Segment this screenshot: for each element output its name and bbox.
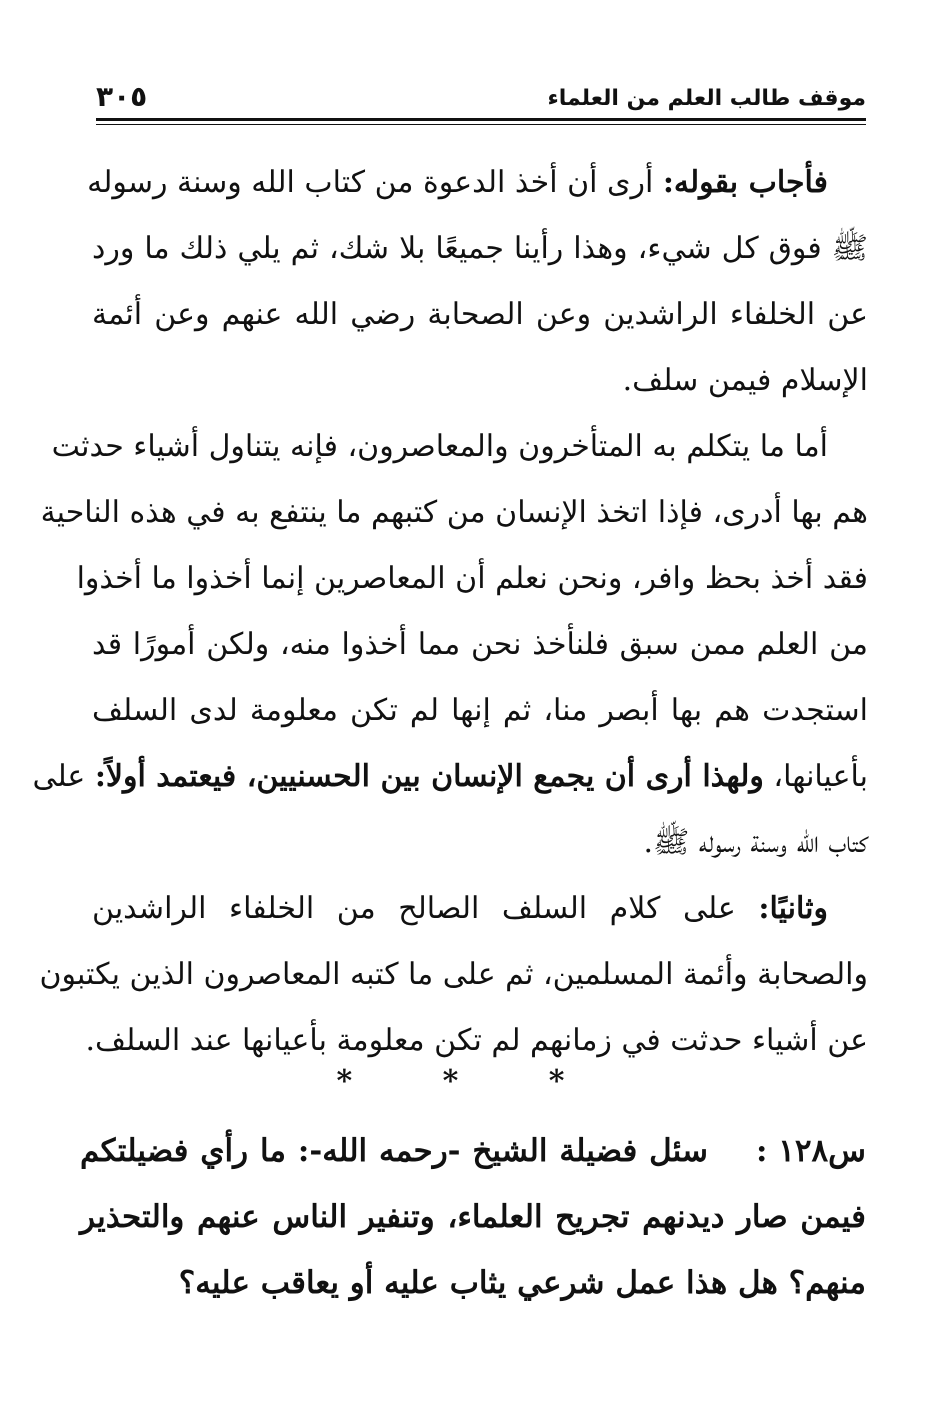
paragraph-1-line-1 <box>87 150 868 216</box>
paragraph-2-line-5: استجدت هم بها أبصر منا، ثم إنها لم تكن معلومة لدى السلف <box>92 693 868 728</box>
page-number: ٣٠٥ <box>96 80 148 113</box>
secondly-lead: وثانيًا: <box>758 891 828 926</box>
paragraph-2-line-6-pre: بأعيانها، <box>763 759 868 794</box>
answer-lead: فأجاب بقوله: <box>662 165 828 200</box>
section-separator: * * * <box>336 1064 605 1099</box>
running-title: موقف طالب العلم من العلماء <box>547 86 866 111</box>
question-line-2: فيمن صار ديدنهم تجريح العلماء، وتنفير الناس عنهم والتحذير <box>80 1199 866 1235</box>
question-line-1-text: سئل فضيلة الشيخ -رحمه الله-: ما رأي فضيلتكم <box>80 1133 708 1169</box>
paragraph-2-line-3: فقد أخذ بحظ وافر، ونحن نعلم أن المعاصرين إنما أخذوا ما أخذوا <box>76 561 868 596</box>
question-number: س١٢٨ : <box>755 1133 866 1169</box>
paragraph-2-line-6-bold: ولهذا أرى أن يجمع الإنسان بين الحسنيين، فيعتمد أولاً: <box>94 759 764 794</box>
paragraph-2-line-2: هم بها أدرى، فإذا اتخذ الإنسان من كتبهم ما ينتفع به في هذه الناحية <box>40 495 868 530</box>
paragraph-2-line-4: من العلم ممن سبق فلنأخذ نحن مما أخذوا منه، ولكن أمورًا قد <box>92 627 868 662</box>
paragraph-3-line-2: والصحابة وأئمة المسلمين، ثم على ما كتبه المعاصرون الذين يكتبون <box>39 957 868 992</box>
header-rule <box>96 118 866 121</box>
paragraph-2-line-7: كتاب الله وسنة رسوله ﷺ. <box>643 825 868 860</box>
paragraph-1-line-1-text: أرى أن أخذ الدعوة من كتاب الله وسنة رسوله <box>87 165 663 200</box>
question-line-1 <box>80 1118 866 1184</box>
paragraph-1-line-3: عن الخلفاء الراشدين وعن الصحابة رضي الله عنهم وعن أئمة <box>92 297 868 332</box>
question-block <box>80 1118 866 1316</box>
question-line-3: منهم؟ هل هذا عمل شرعي يثاب عليه أو يعاقب عليه؟ <box>178 1265 866 1301</box>
paragraph-2-line-1: أما ما يتكلم به المتأخرون والمعاصرون، فإنه يتناول أشياء حدثت <box>51 429 828 464</box>
paragraph-2-line-6 <box>32 744 868 810</box>
page-header <box>96 80 866 120</box>
paragraph-1-line-4: الإسلام فيمن سلف. <box>622 363 868 398</box>
header-rule-thin <box>96 124 866 125</box>
paragraph-3-line-3: عن أشياء حدثت في زمانهم لم تكن معلومة بأعيانها عند السلف. <box>85 1023 868 1058</box>
paragraph-2-line-6-post: على <box>32 759 95 794</box>
paragraph-1-line-2: ﷺ فوق كل شيء، وهذا رأينا جميعًا بلا شك، ثم يلي ذلك ما ورد <box>92 231 868 266</box>
body-text <box>32 150 868 1074</box>
paragraph-3-line-1-text: على كلام السلف الصالح من الخلفاء الراشدين <box>92 891 759 926</box>
paragraph-3-line-1 <box>92 876 868 942</box>
